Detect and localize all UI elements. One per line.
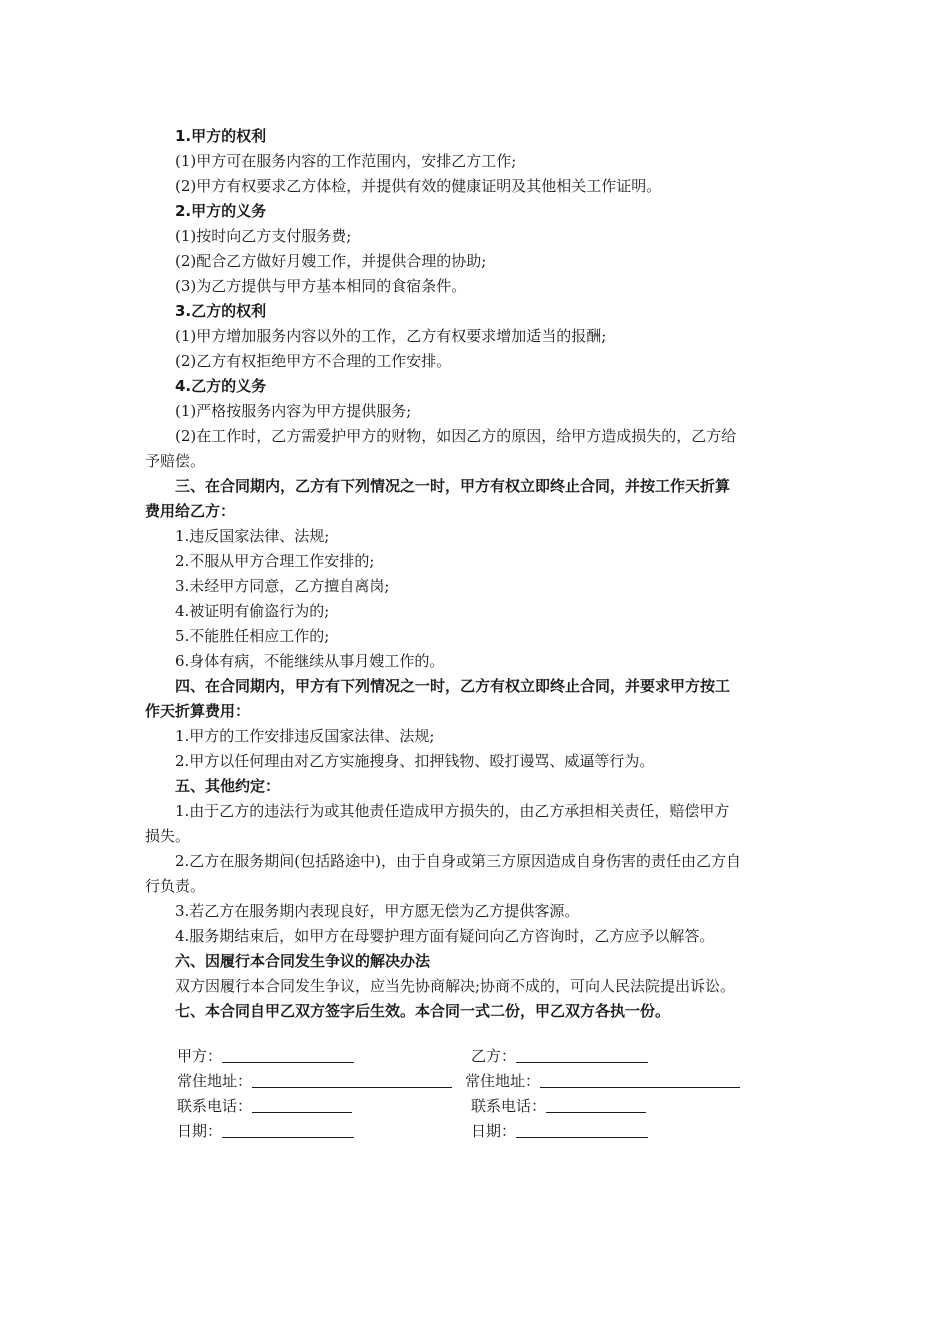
party-a-label: 甲方： xyxy=(177,1047,223,1065)
party-b-blank[interactable] xyxy=(516,1045,648,1063)
signature-row-date xyxy=(177,1119,797,1144)
party-b-label: 乙方： xyxy=(471,1047,517,1065)
clause-line: 1.甲方的工作安排违反国家法律、法规; xyxy=(175,727,435,745)
clause-line: 2.甲方以任何理由对乙方实施搜身、扣押钱物、殴打谩骂、威逼等行为。 xyxy=(175,752,655,770)
phone-b-blank[interactable] xyxy=(546,1095,646,1113)
clause-line: 3.未经甲方同意，乙方擅自离岗; xyxy=(175,577,390,595)
party-b-field xyxy=(471,1044,648,1069)
clause-line: (2)甲方有权要求乙方体检，并提供有效的健康证明及其他相关工作证明。 xyxy=(175,177,662,195)
address-b-blank[interactable] xyxy=(540,1070,740,1088)
clause-line: (1)严格按服务内容为甲方提供服务; xyxy=(175,402,412,420)
section-heading: 1.甲方的权利 xyxy=(175,127,267,145)
date-b-label: 日期： xyxy=(471,1122,517,1140)
clause-line: (2)在工作时，乙方需爱护甲方的财物，如因乙方的原因，给甲方造成损失的，乙方给 xyxy=(175,427,737,445)
section-heading: 四、在合同期内，甲方有下列情况之一时，乙方有权立即终止合同，并要求甲方按工 xyxy=(175,677,731,695)
section-heading: 4.乙方的义务 xyxy=(175,377,267,395)
clause-line: 1.由于乙方的违法行为或其他责任造成甲方损失的，由乙方承担相关责任，赔偿甲方 xyxy=(175,802,730,820)
date-b-blank[interactable] xyxy=(516,1120,648,1138)
phone-b-label: 联系电话： xyxy=(471,1097,547,1115)
section-heading: 五、其他约定： xyxy=(175,777,281,795)
clause-line: 行负责。 xyxy=(145,877,206,895)
clause-line: 6.身体有病，不能继续从事月嫂工作的。 xyxy=(175,652,445,670)
section-heading: 2.甲方的义务 xyxy=(175,202,267,220)
clause-line: (1)甲方可在服务内容的工作范围内，安排乙方工作; xyxy=(175,152,517,170)
party-a-field xyxy=(177,1044,354,1069)
clause-line: 损失。 xyxy=(145,827,191,845)
phone-b-field xyxy=(471,1094,646,1119)
section-heading: 作天折算费用： xyxy=(145,702,251,720)
clause-line: 5.不能胜任相应工作的; xyxy=(175,627,330,645)
clause-line: 双方因履行本合同发生争议，应当先协商解决;协商不成的，可向人民法院提出诉讼。 xyxy=(175,977,736,995)
signature-row-phone xyxy=(177,1094,797,1119)
section-heading: 3.乙方的权利 xyxy=(175,302,267,320)
date-a-label: 日期： xyxy=(177,1122,223,1140)
address-b-field xyxy=(465,1069,740,1094)
section-heading: 费用给乙方： xyxy=(145,502,236,520)
clause-line: 1.违反国家法律、法规; xyxy=(175,527,330,545)
clause-line: (1)按时向乙方支付服务费; xyxy=(175,227,352,245)
section-heading: 三、在合同期内，乙方有下列情况之一时，甲方有权立即终止合同，并按工作天折算 xyxy=(175,477,731,495)
signature-block xyxy=(177,1044,797,1144)
date-a-blank[interactable] xyxy=(222,1120,354,1138)
signature-row-party xyxy=(177,1044,797,1069)
section-heading: 七、本合同自甲乙双方签字后生效。本合同一式二份，甲乙双方各执一份。 xyxy=(175,1002,671,1020)
phone-a-label: 联系电话： xyxy=(177,1097,253,1115)
date-a-field xyxy=(177,1119,354,1144)
clause-line: 予赔偿。 xyxy=(145,452,206,470)
clause-line: 2.乙方在服务期间(包括路途中)，由于自身或第三方原因造成自身伤害的责任由乙方自 xyxy=(175,852,742,870)
clause-line: 4.服务期结束后，如甲方在母婴护理方面有疑问向乙方咨询时，乙方应予以解答。 xyxy=(175,927,715,945)
address-a-label: 常住地址： xyxy=(177,1072,253,1090)
signature-row-address xyxy=(177,1069,797,1094)
date-b-field xyxy=(471,1119,648,1144)
contract-body xyxy=(145,124,811,1024)
address-a-field xyxy=(177,1069,452,1094)
clause-line: (2)乙方有权拒绝甲方不合理的工作安排。 xyxy=(175,352,452,370)
address-b-label: 常住地址： xyxy=(465,1072,541,1090)
clause-line: 2.不服从甲方合理工作安排的; xyxy=(175,552,375,570)
clause-line: 4.被证明有偷盗行为的; xyxy=(175,602,330,620)
address-a-blank[interactable] xyxy=(252,1070,452,1088)
phone-a-field xyxy=(177,1094,352,1119)
clause-line: (3)为乙方提供与甲方基本相同的食宿条件。 xyxy=(175,277,467,295)
clause-line: (2)配合乙方做好月嫂工作，并提供合理的协助; xyxy=(175,252,487,270)
party-a-blank[interactable] xyxy=(222,1045,354,1063)
phone-a-blank[interactable] xyxy=(252,1095,352,1113)
section-heading: 六、因履行本合同发生争议的解决办法 xyxy=(175,952,431,970)
clause-line: (1)甲方增加服务内容以外的工作，乙方有权要求增加适当的报酬; xyxy=(175,327,607,345)
clause-line: 3.若乙方在服务期内表现良好，甲方愿无偿为乙方提供客源。 xyxy=(175,902,580,920)
